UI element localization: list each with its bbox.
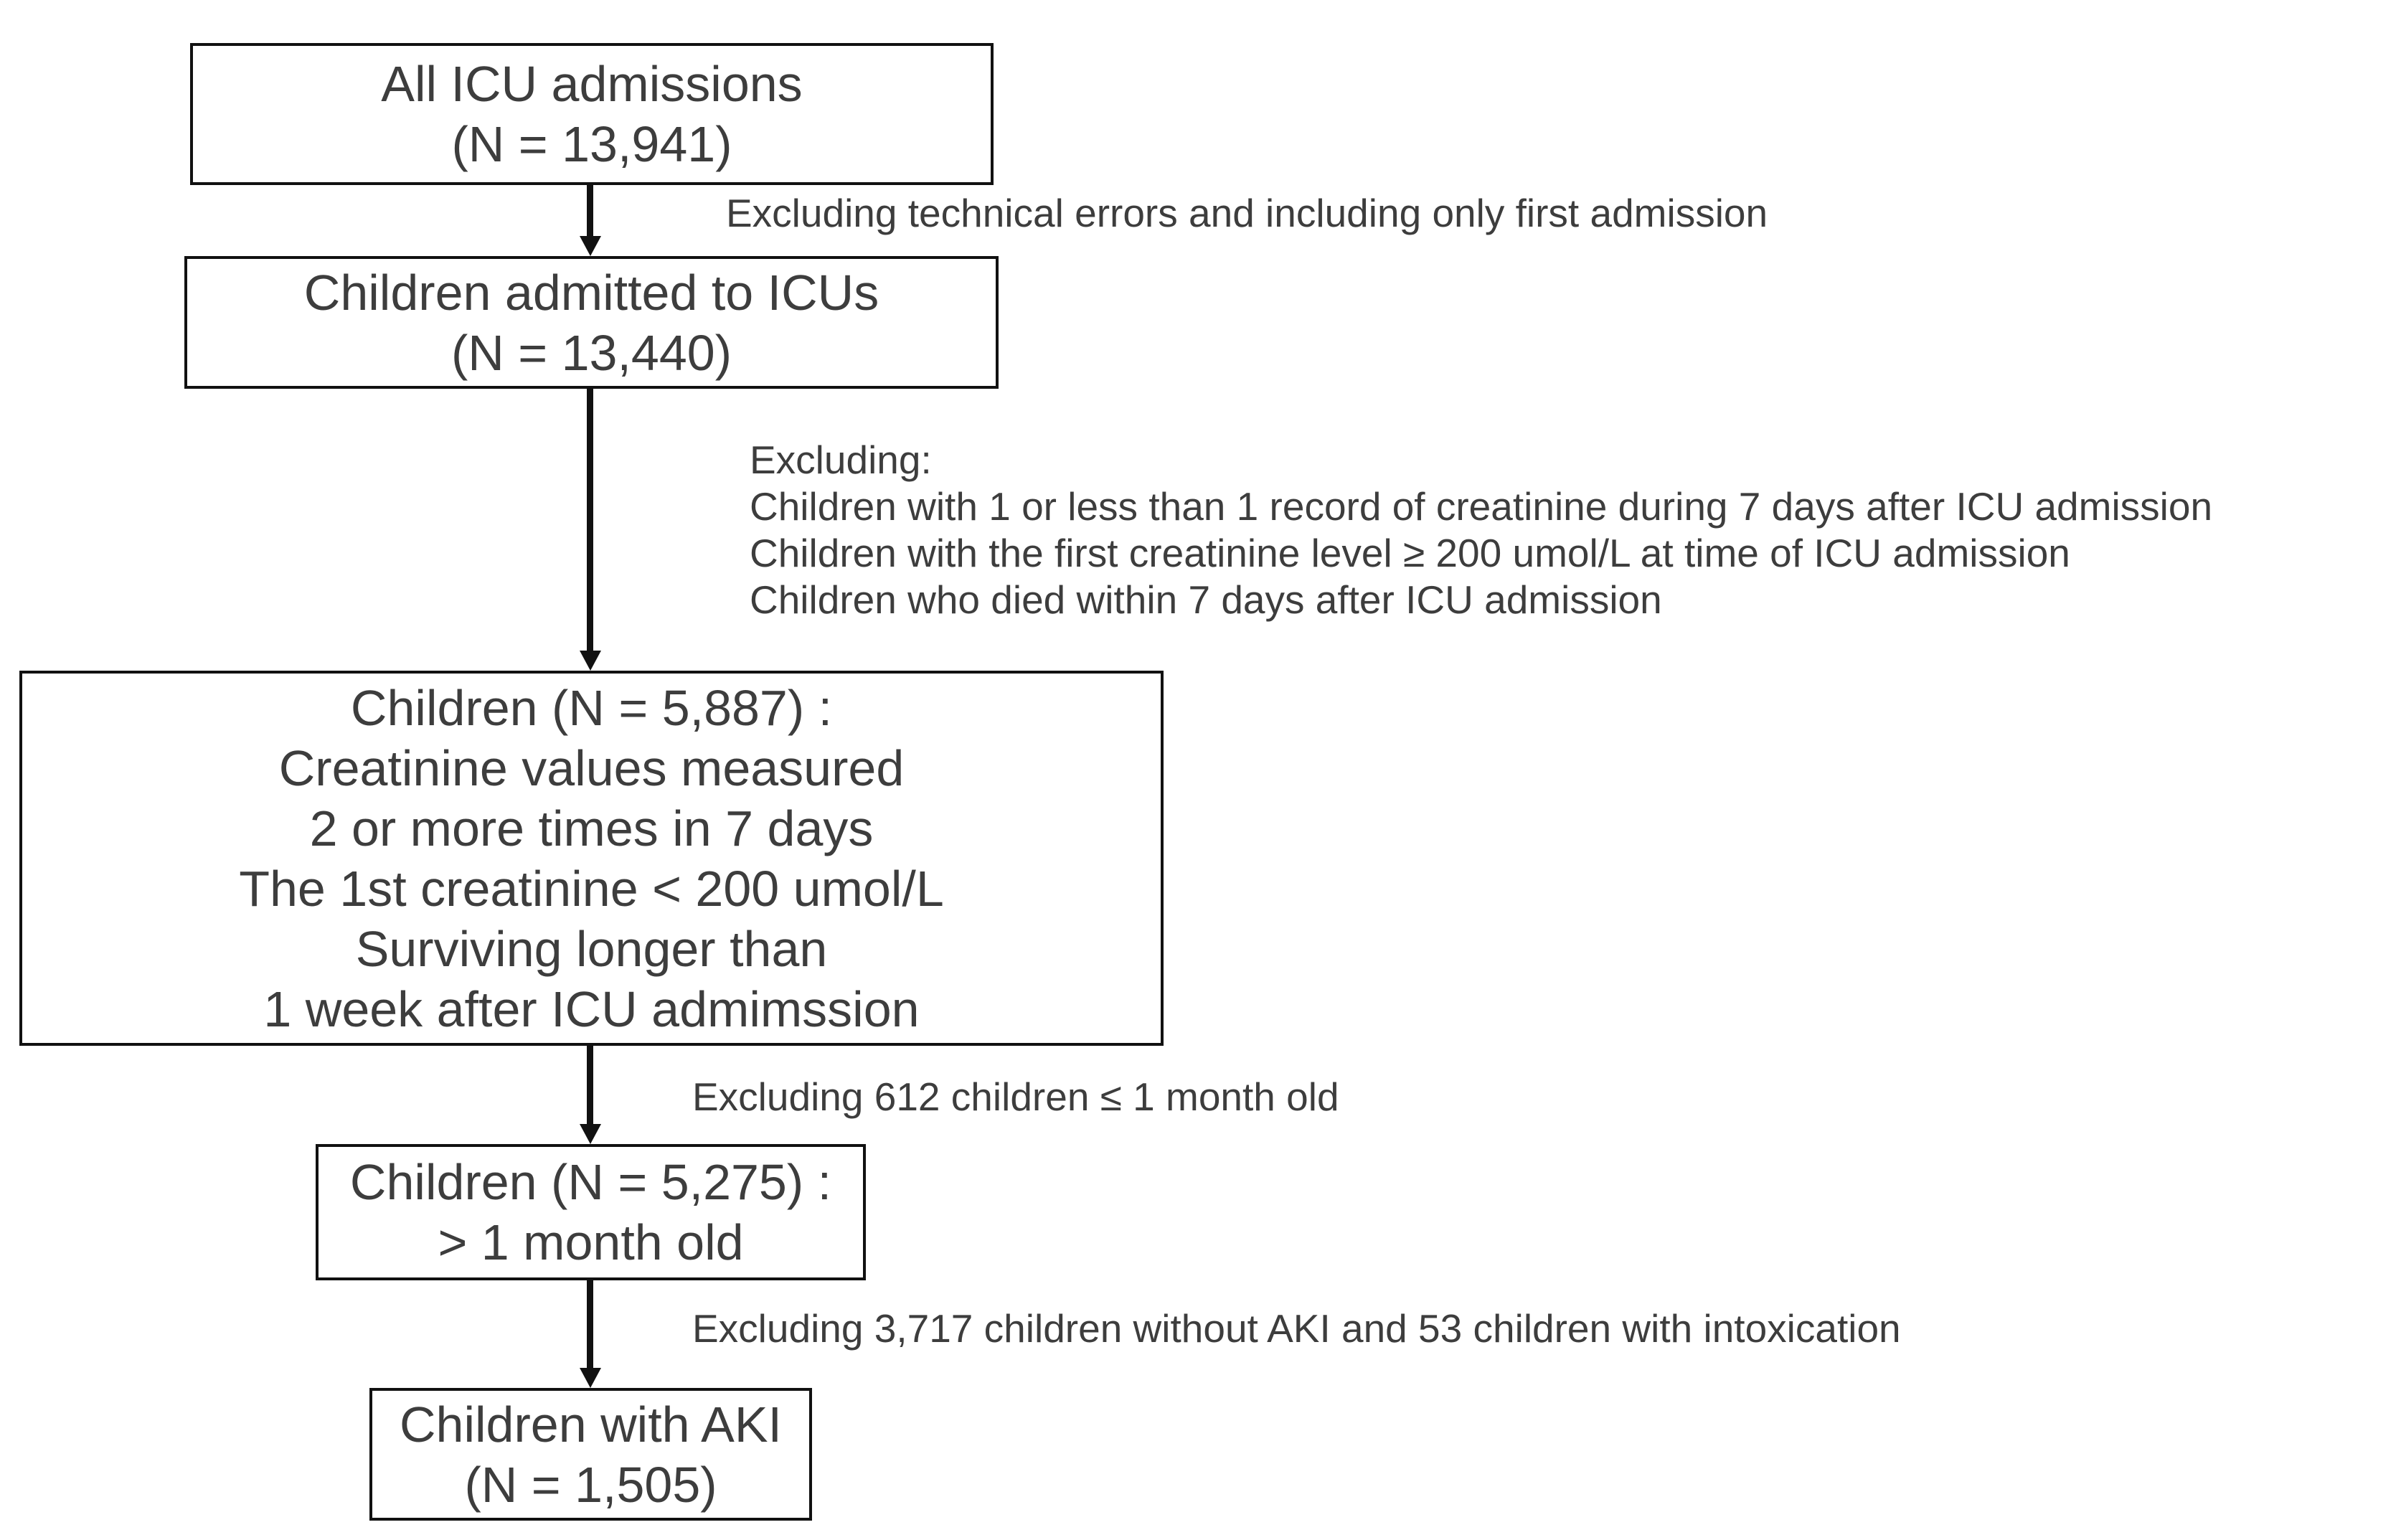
note-line: Excluding:: [750, 438, 932, 482]
box-line: Children with AKI: [399, 1396, 783, 1452]
box-line: (N = 13,440): [450, 324, 732, 381]
box-children-eligible: [19, 671, 1164, 1046]
box-line: (N = 1,505): [464, 1456, 717, 1513]
box-line: (N = 13,941): [451, 116, 732, 172]
arrow-head-4: [580, 1368, 601, 1388]
note-line: Excluding 3,717 children without AKI and 53 children with intoxication: [692, 1306, 1901, 1351]
exclusion-note-1: [726, 190, 1768, 237]
box-line: All ICU admissions: [381, 56, 803, 112]
exclusion-note-4: [692, 1305, 1901, 1352]
arrow-head-2: [580, 651, 601, 671]
box-line: Children (N = 5,275) :: [349, 1154, 832, 1210]
note-line: Children with 1 or less than 1 record of creatinine during 7 days after ICU admission: [750, 484, 2213, 529]
exclusion-note-3: [692, 1074, 1339, 1120]
arrow-head-3: [580, 1124, 601, 1144]
box-children-over-month: [316, 1144, 866, 1280]
note-line: Excluding technical errors and including only first admission: [726, 191, 1768, 235]
box-line: Children admitted to ICUs: [303, 264, 879, 321]
box-line: The 1st creatinine < 200 umol/L: [239, 860, 944, 917]
arrow-head-1: [580, 236, 601, 256]
box-all-icu-admissions: [190, 43, 994, 185]
arrow-shaft-1: [587, 185, 593, 237]
exclusion-note-2: [750, 437, 2212, 623]
box-children-aki: [369, 1388, 812, 1521]
note-line: Children with the first creatinine level ≥ 200 umol/L at time of ICU admission: [750, 531, 2070, 575]
box-children-admitted: [184, 256, 999, 389]
arrow-shaft-2: [587, 389, 593, 651]
box-line: 2 or more times in 7 days: [309, 800, 874, 856]
box-line: Children (N = 5,887) :: [350, 679, 833, 736]
arrow-shaft-3: [587, 1046, 593, 1125]
note-line: Children who died within 7 days after ICU admission: [750, 577, 1662, 622]
note-line: Excluding 612 children ≤ 1 month old: [692, 1074, 1339, 1119]
arrow-shaft-4: [587, 1280, 593, 1369]
box-line: Creatinine values measured: [278, 740, 905, 796]
box-line: Surviving longer than: [355, 920, 828, 977]
box-line: > 1 month old: [438, 1214, 744, 1270]
box-line: 1 week after ICU admimssion: [263, 981, 920, 1037]
